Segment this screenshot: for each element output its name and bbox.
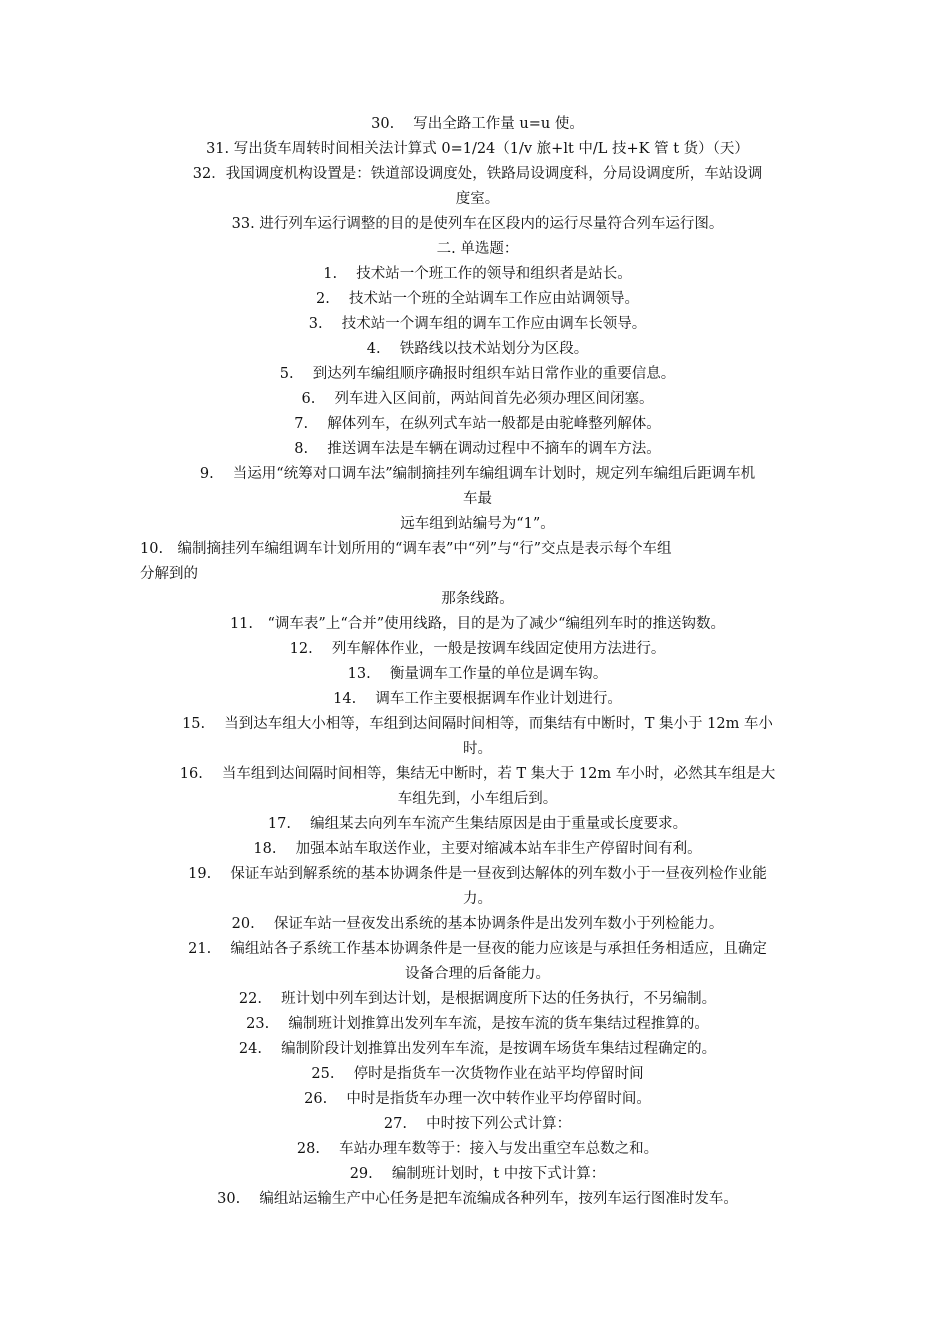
text-line: 21. 编组站各子系统工作基本协调条件是一昼夜的能力应该是与承担任务相适应，且确定	[188, 941, 767, 957]
text-line: 力。	[463, 891, 492, 907]
text-line: 10. 编制摘挂列车编组调车计划所用的“调车表”中“列”与“行”交点是表示每个车组	[140, 541, 672, 557]
text-line: 车最	[463, 491, 492, 507]
text-line: 17. 编组某去向列车车流产生集结原因是由于重量或长度要求。	[267, 816, 688, 832]
text-line: 23. 编制班计划推算出发列车车流，是按车流的货车集结过程推算的。	[246, 1016, 709, 1032]
text-line: 4. 铁路线以技术站划分为区段。	[366, 341, 589, 357]
text-line: 2. 技术站一个班的全站调车工作应由站调领导。	[316, 291, 639, 307]
text-line: 29. 编制班计划时，t 中按下式计算：	[349, 1166, 606, 1182]
text-line: 22. 班计划中列车到达计划，是根据调度所下达的任务执行，不另编制。	[238, 991, 717, 1007]
text-line: 25. 停时是指货车一次货物作业在站平均停留时间	[311, 1066, 644, 1082]
text-line: 分解到的	[140, 566, 198, 582]
text-line: 28. 车站办理车数等于：接入与发出重空车总数之和。	[296, 1141, 659, 1157]
text-line: 1. 技术站一个班工作的领导和组织者是站长。	[323, 266, 632, 282]
text-line: 那条线路。	[441, 591, 514, 607]
text-line: 31. 写出货车周转时间相关法计算式 0=1/24（1/v 旅+lt 中/L 技+K 管 t 货）（天）	[206, 141, 749, 157]
text-line: 13. 衡量调车工作量的单位是调车钩。	[347, 666, 608, 682]
text-line: 27. 中时按下列公式计算：	[383, 1116, 572, 1132]
document-body	[140, 112, 815, 1212]
text-line: 30. 写出全路工作量 u=u 使。	[371, 116, 584, 132]
text-line: 度室。	[455, 191, 500, 207]
text-line: 19. 保证车站到解系统的基本协调条件是一昼夜到达解体的列车数小于一昼夜列检作业能	[188, 866, 767, 882]
text-line: 26. 中时是指货车办理一次中转作业平均停留时间。	[304, 1091, 651, 1107]
text-line: 33. 进行列车运行调整的目的是使列车在区段内的运行尽量符合列车运行图。	[231, 216, 724, 232]
text-line: 7. 解体列车，在纵列式车站一般都是由驼峰整列解体。	[294, 416, 661, 432]
text-line: 二. 单选题：	[436, 241, 519, 257]
text-line: 8. 推送调车法是车辆在调动过程中不摘车的调车方法。	[294, 441, 661, 457]
text-line: 14. 调车工作主要根据调车作业计划进行。	[333, 691, 622, 707]
text-line: 18. 加强本站车取送作业，主要对缩减本站车非生产停留时间有利。	[253, 841, 702, 857]
text-line: 9. 当运用“统筹对口调车法”编制摘挂列车编组调车计划时，规定列车编组后距调车机	[199, 466, 756, 482]
text-line: 3. 技术站一个调车组的调车工作应由调车长领导。	[308, 316, 647, 332]
text-line: 设备合理的后备能力。	[405, 966, 550, 982]
text-line: 16. 当车组到达间隔时间相等，集结无中断时，若 T 集大于 12m 车小时，必然其车组是大	[179, 766, 776, 782]
text-line: 30. 编组站运输生产中心任务是把车流编成各种列车，按列车运行图准时发车。	[217, 1191, 738, 1207]
text-line: 20. 保证车站一昼夜发出系统的基本协调条件是出发列车数小于列检能力。	[231, 916, 724, 932]
text-line: 11. “调车表”上“合并”使用线路，目的是为了减少“编组列车时的推送钩数。	[229, 616, 726, 632]
text-line: 15. 当到达车组大小相等，车组到达间隔时间相等，而集结有中断时，T 集小于 12m 车小	[182, 716, 773, 732]
text-line: 时。	[463, 741, 492, 757]
text-line: 6. 列车进入区间前，两站间首先必须办理区间闭塞。	[301, 391, 654, 407]
text-line: 5. 到达列车编组顺序确报时组织车站日常作业的重要信息。	[279, 366, 676, 382]
text-line: 24. 编制阶段计划推算出发列车车流，是按调车场货车集结过程确定的。	[238, 1041, 717, 1057]
text-line: 32．我国调度机构设置是：铁道部设调度处，铁路局设调度科，分局设调度所，车站设调	[192, 166, 763, 182]
text-line: 远车组到站编号为“1”。	[400, 516, 555, 532]
text-line: 车组先到，小车组后到。	[397, 791, 558, 807]
text-line: 12. 列车解体作业，一般是按调车线固定使用方法进行。	[289, 641, 666, 657]
